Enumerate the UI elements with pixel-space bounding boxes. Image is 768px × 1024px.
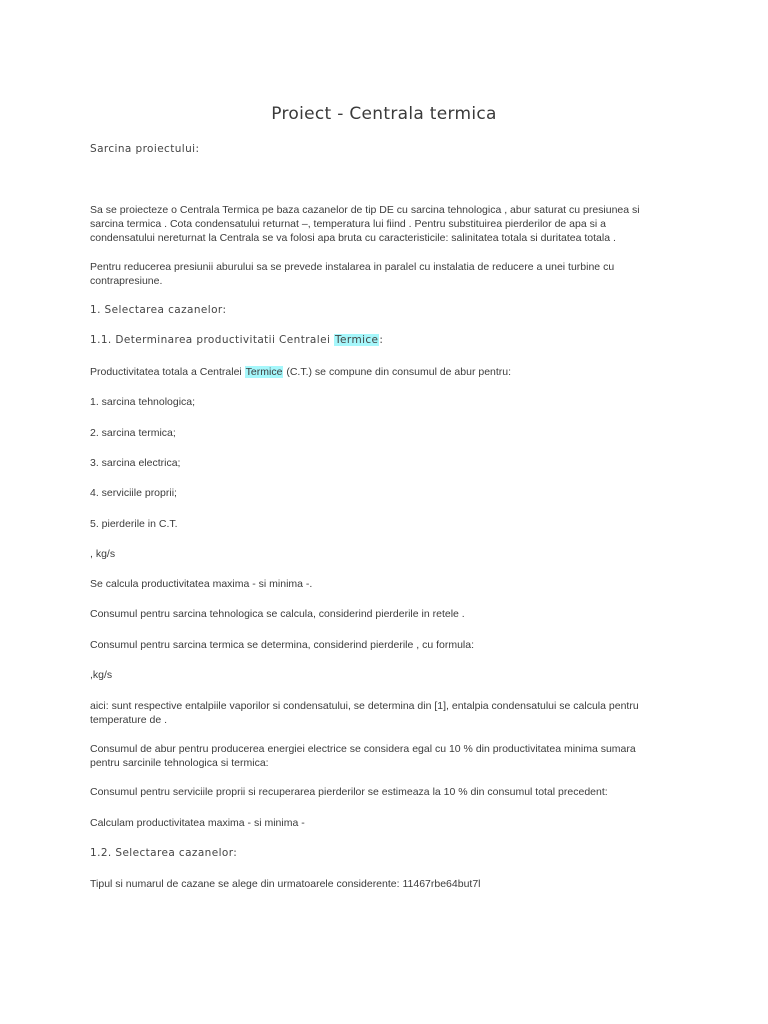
list-item: 2. sarcina termica; bbox=[90, 427, 176, 439]
task-heading: Sarcina proiectului: bbox=[90, 143, 200, 155]
document-title: Proiect - Centrala termica bbox=[271, 104, 497, 124]
list-item: 1. sarcina tehnologica; bbox=[90, 396, 196, 408]
paragraph-electric-energy: Consumul de abur pentru producerea energiei electrice se considera egal cu 10 % din productivitatea minima sumara pentru sarcinile tehnologica si termica: bbox=[90, 743, 636, 769]
paragraph-max-min: Se calcula productivitatea maxima - si minima -. bbox=[90, 578, 313, 590]
paragraph-text: Productivitatea totala a Centralei bbox=[90, 366, 245, 378]
paragraph-thermal-load: Consumul pentru sarcina termica se determina, considerind pierderile , cu formula: bbox=[90, 639, 475, 651]
paragraph-boiler-selection: Tipul si numarul de cazane se alege din urmatoarele considerente: 11467rbe64but7l bbox=[90, 878, 481, 890]
heading-1-1-suffix: : bbox=[379, 334, 384, 346]
paragraph-pressure-reduction: Pentru reducerea presiunii aburului sa se prevede instalarea in paralel cu instalatia de reducere a unei turbine cu contrapresiune. bbox=[90, 261, 615, 287]
paragraph-task-description: Sa se proiecteze o Centrala Termica pe baza cazanelor de tip DE cu sarcina tehnologica , abur saturat cu presiunea si sarcina termica . Cota condensatului returnat –, temperatura lui fiind . Pentru substituirea pierderilor de apa si a condensatului nereturnat la Centrala se va folosi apa bruta cu caracteristicile: salinitatea totala si duritatea totala . bbox=[90, 204, 640, 244]
list-item: 4. serviciile proprii; bbox=[90, 487, 177, 499]
paragraph-total-productivity bbox=[90, 365, 656, 379]
heading-1-1-text: 1.1. Determinarea productivitatii Centralei bbox=[90, 334, 335, 346]
section-heading-1-1 bbox=[90, 334, 656, 346]
list-item: 5. pierderile in C.T. bbox=[90, 518, 178, 530]
section-heading-1: 1. Selectarea cazanelor: bbox=[90, 304, 227, 316]
list-item: 3. sarcina electrica; bbox=[90, 457, 181, 469]
paragraph-enthalpy: aici: sunt respective entalpiile vaporilor si condensatului, se determina din [1], entalpia condensatului se calcula pentru temperature de . bbox=[90, 700, 639, 726]
unit-line: , kg/s bbox=[90, 548, 116, 560]
paragraph-suffix: (C.T.) se compune din consumul de abur pentru: bbox=[283, 366, 512, 378]
paragraph-own-services: Consumul pentru serviciile proprii si recuperarea pierderilor se estimeaza la 10 % din consumul total precedent: bbox=[90, 786, 608, 798]
unit-line: ,kg/s bbox=[90, 669, 113, 681]
paragraph-calculate: Calculam productivitatea maxima - si minima - bbox=[90, 817, 305, 829]
highlighted-term: Termice bbox=[335, 334, 379, 346]
paragraph-technological-load: Consumul pentru sarcina tehnologica se calcula, considerind pierderile in retele . bbox=[90, 608, 465, 620]
highlighted-term: Termice bbox=[245, 366, 283, 378]
section-heading-1-2: 1.2. Selectarea cazanelor: bbox=[90, 847, 238, 859]
